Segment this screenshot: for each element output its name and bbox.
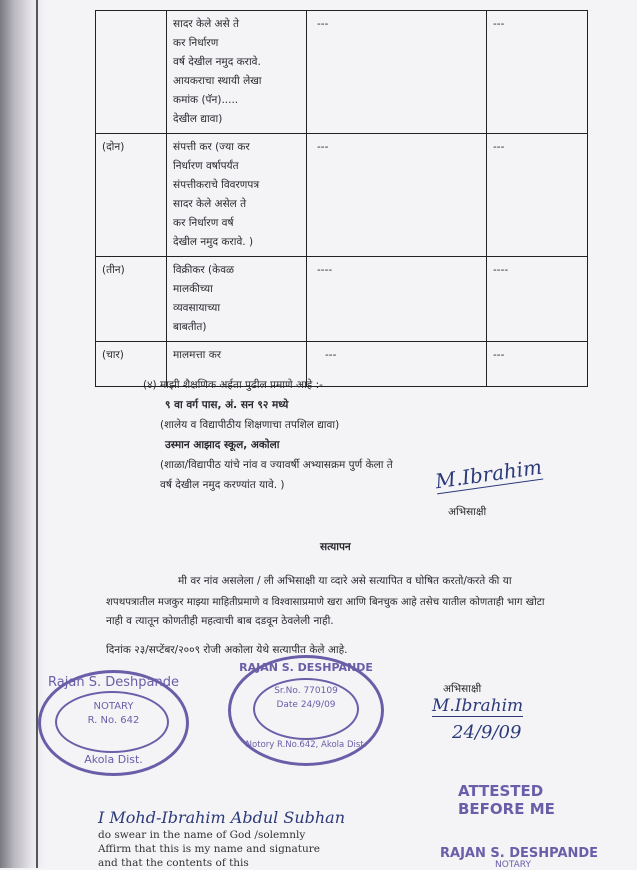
- notary-name: RAJAN S. DESHPANDE: [440, 846, 599, 861]
- desc-line: संपत्ती कर (ज्या कर: [173, 141, 250, 153]
- desc-line: विक्रीकर (केवळ: [173, 264, 235, 276]
- stamp-text: Akola Dist.: [84, 753, 143, 766]
- education-note: (शाळा/विद्यापीठ यांचे नांव व ज्यावर्षी अभ्यासक्रम पुर्ण केला ते: [160, 459, 393, 471]
- stamp-text: BEFORE ME: [458, 800, 555, 818]
- row-description: [167, 257, 307, 342]
- stamp-text: RAJAN S. DESHPANDE: [239, 661, 373, 674]
- verification-text: मी वर नांव असलेला / ली अभिसाक्षी या व्दारे असे सत्यापित व घोषित करतो/करते की या: [178, 575, 512, 587]
- signature-date: 24/9/09: [452, 722, 522, 743]
- deponent-label: अभिसाक्षी: [448, 506, 487, 518]
- education-note: (शालेय व विद्यापीठीय शिक्षणाचा तपशिल द्यावा): [160, 419, 340, 431]
- row-value: ---: [307, 134, 487, 257]
- row-value: ----: [487, 257, 588, 342]
- table-row: [96, 11, 588, 134]
- education-heading: (४) माझी शैक्षणिक अर्हता पुढील प्रमाणे आहे :-: [143, 379, 323, 391]
- desc-line: कर निर्धारण वर्ष: [173, 217, 234, 229]
- row-value: ---: [307, 11, 487, 134]
- row-number: [96, 11, 167, 134]
- oath-line: do swear in the name of God /solemnly: [98, 829, 306, 841]
- oath-line: Affirm that this is my name and signature: [98, 843, 321, 855]
- desc-line: मालकीच्या: [173, 283, 213, 295]
- row-number: (तीन): [96, 257, 167, 342]
- desc-line: देखील नमुद करावे. ): [173, 236, 254, 248]
- verification-text: शपथपत्रातील मजकुर माझ्या माहितीप्रमाणे व विश्वासाप्रमाणे खरा आणि बिनचुक आहे तसेच यातील कोणताही भाग खोटा: [106, 597, 545, 608]
- verification-date: दिनांक २३/सप्टेंबर/२००९ रोजी अकोला येथे सत्यापीत केले आहे.: [106, 644, 348, 656]
- stamp-text: Date 24/9/09: [276, 700, 336, 710]
- stamp-text: NOTARY: [93, 701, 134, 712]
- desc-line: बाबतीत): [173, 321, 207, 333]
- stamp-text: R. No. 642: [87, 715, 140, 726]
- deponent-label: अभिसाक्षी: [443, 683, 482, 695]
- verification-title: सत्यापन: [320, 541, 351, 553]
- education-note: वर्ष देखील नमुद करण्यांत यावे. ): [160, 479, 285, 491]
- row-value: ---: [487, 342, 588, 387]
- tax-table: [95, 10, 588, 387]
- row-value: ---: [307, 342, 487, 387]
- row-number: (दोन): [96, 134, 167, 257]
- desc-line: सादर केले असेल ते: [173, 198, 247, 210]
- stamp-text: ATTESTED: [458, 782, 544, 800]
- stamp-text: Notory R.No.642, Akola Dist.: [245, 740, 367, 750]
- table-row: [96, 257, 588, 342]
- desc-line: निर्धारण वर्षापर्यंत: [173, 160, 239, 172]
- row-number: (चार): [96, 342, 167, 387]
- education-school: उस्मान आझाद स्कूल, अकोला: [165, 439, 280, 451]
- desc-line: वर्ष देखील नमुद करावे.: [173, 56, 261, 68]
- deponent-signature: M.Ibrahim: [433, 454, 544, 494]
- desc-line: कमांक (पॅन).....: [173, 94, 239, 106]
- stamp-text: Sr.No. 770109: [274, 686, 338, 696]
- oath-signature: I Mohd-Ibrahim Abdul Subhan: [98, 808, 346, 827]
- oath-line: and that the contents of this: [98, 857, 249, 869]
- row-description: [167, 11, 307, 134]
- deponent-signature: M.Ibrahim: [432, 696, 524, 716]
- page-binding: [0, 0, 46, 868]
- verification-text: नाही व त्यातून कोणतीही महत्वाची बाब दडवून ठेवलेली नाही.: [106, 615, 334, 627]
- desc-line: देखील द्यावा): [173, 113, 223, 125]
- desc-line: कर निर्धारण: [173, 37, 219, 49]
- table-row: [96, 134, 588, 257]
- row-value: ----: [307, 257, 487, 342]
- desc-line: आयकराचा स्थायी लेखा: [173, 75, 262, 87]
- desc-line: मालमत्ता कर: [173, 349, 222, 361]
- notary-stamp-oval: [38, 670, 189, 776]
- row-value: ---: [487, 11, 588, 134]
- notary-role: NOTARY: [495, 860, 531, 870]
- row-value: ---: [487, 134, 588, 257]
- row-description: [167, 134, 307, 257]
- desc-line: संपत्तीकराचे विवरणपत्र: [173, 179, 260, 191]
- stamp-text: Rajan S. Deshpande: [48, 675, 179, 690]
- notary-register-stamp: [228, 655, 384, 766]
- education-qualification: ९ वा वर्ग पास, अं. सन ९२ मध्ये: [165, 399, 289, 411]
- desc-line: सादर केले असे ते: [173, 18, 239, 30]
- attested-stamp: [458, 782, 555, 818]
- oath-text: [98, 828, 320, 870]
- desc-line: व्यवसायाच्या: [173, 302, 221, 314]
